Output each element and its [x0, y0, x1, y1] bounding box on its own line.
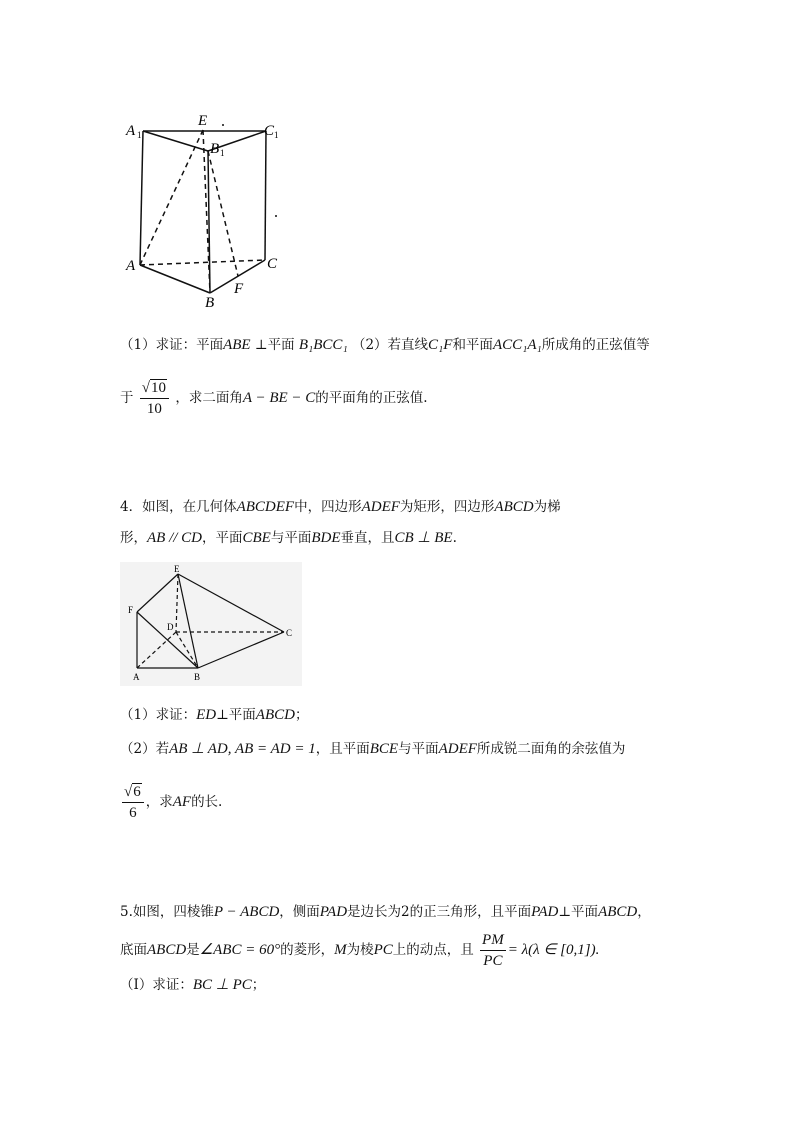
text: 于	[120, 390, 134, 406]
math: CB ⊥ BE	[394, 530, 453, 546]
label-A1: A	[126, 123, 136, 139]
text: 为矩形，四边形	[399, 499, 495, 515]
text: ，且平面	[315, 741, 370, 757]
text: ，求	[145, 794, 173, 810]
math: PC	[373, 942, 393, 958]
text: ，	[637, 904, 651, 920]
math: ⊥	[254, 337, 268, 353]
math: PAD	[319, 904, 348, 920]
math: ABE	[223, 337, 251, 353]
math: ADEF	[438, 741, 477, 757]
math: M	[334, 942, 347, 958]
fig2-label-F: F	[128, 605, 134, 615]
math: A − BE − C	[242, 390, 316, 406]
label-F: F	[234, 281, 244, 297]
problem5-line1	[120, 903, 651, 921]
text: ；	[251, 977, 266, 993]
math: BDE	[311, 530, 341, 546]
label-A1-sub: 1	[137, 130, 142, 140]
label-E: E	[198, 113, 208, 129]
label-C1: C	[264, 123, 275, 139]
text: 垂直，且	[340, 530, 395, 546]
math: ABCD	[494, 499, 534, 515]
text: 5.如图，四棱锥	[120, 904, 214, 920]
fig2-label-B: B	[194, 672, 201, 682]
math: ACC₁A₁	[492, 337, 542, 353]
text: 形，	[120, 530, 147, 546]
fraction-sqrt6-over-6: $\frac{√6}{6}$	[122, 782, 144, 823]
math: P − ABCD	[213, 904, 280, 920]
polyhedron-figure	[120, 562, 302, 686]
text: ；	[294, 707, 309, 723]
text: 所成角的正弦值等	[541, 337, 650, 353]
text: 上的动点，且	[392, 942, 474, 958]
math: ADEF	[361, 499, 400, 515]
text: （1）求证：	[120, 707, 197, 723]
label-C1-sub: 1	[274, 130, 279, 140]
fig2-label-E: E	[174, 564, 180, 574]
label-B: B	[205, 295, 215, 311]
fraction-sqrt10-over-10: $\frac{√10}{10}$	[140, 378, 169, 419]
math: ∠ABC = 60°	[199, 942, 281, 958]
math: ABCD	[255, 707, 295, 723]
text: 的正三角形，且平面	[409, 904, 532, 920]
text: （Ⅰ）求证：	[120, 977, 193, 993]
text: 底面	[120, 942, 147, 958]
math: BC ⊥ PC	[192, 977, 252, 993]
math: PAD	[531, 904, 559, 920]
math: AB ⊥ AD, AB = AD = 1	[169, 741, 316, 757]
fraction-PM-over-PC: $\frac{PM}{PC}$	[482, 932, 504, 969]
fig2-label-D: D	[167, 622, 174, 632]
text: 的菱形，	[280, 942, 335, 958]
math: AB // CD	[147, 530, 202, 546]
text: 与平面	[398, 741, 439, 757]
text: 平面	[267, 337, 295, 353]
text: 是	[186, 942, 200, 958]
problem4-q2-line2	[120, 782, 222, 823]
text: 2	[401, 904, 410, 920]
math: ABCD	[147, 942, 187, 958]
text: 为梯	[533, 499, 561, 515]
problem4-q2	[120, 740, 625, 758]
text: 所成锐二面角的余弦值为	[476, 741, 626, 757]
problem3-line1	[120, 336, 650, 354]
math: B₁BCC₁	[298, 337, 348, 353]
text: 中，四边形	[294, 499, 362, 515]
problem5-q1	[120, 976, 265, 994]
problem4-line1	[120, 498, 561, 516]
math: ABCDEF	[236, 499, 295, 515]
problem3-line2	[120, 378, 428, 419]
math: C₁F	[428, 337, 453, 353]
text: 的长.	[191, 794, 223, 810]
text: 和平面	[452, 337, 493, 353]
text: ⊥平面	[558, 904, 599, 920]
fig2-label-C: C	[286, 628, 293, 638]
text: 的平面角的正弦值.	[315, 390, 428, 406]
fig2-label-A: A	[133, 672, 140, 682]
text: ，侧面	[279, 904, 320, 920]
problem4-line2	[120, 529, 457, 547]
text: ，求二面角	[175, 390, 243, 406]
math: CBE	[242, 530, 271, 546]
problem4-q1	[120, 706, 308, 724]
problem5-line2	[120, 930, 599, 971]
math: = λ(λ ∈ [0,1]).	[507, 942, 600, 958]
label-B1: B	[210, 141, 220, 157]
label-A: A	[126, 258, 136, 274]
text: ⊥平面	[216, 707, 256, 723]
math: BCE	[369, 741, 399, 757]
text: 与平面	[270, 530, 312, 546]
text: （2）若	[120, 741, 170, 757]
label-C: C	[267, 256, 278, 272]
math: ED	[196, 707, 217, 723]
text: ，平面	[202, 530, 243, 546]
text: （1）求证：平面	[120, 337, 224, 353]
math: ABCD	[598, 904, 638, 920]
math: AF	[172, 794, 192, 810]
prism-figure	[120, 108, 290, 313]
text: 是边长为	[347, 904, 402, 920]
text: 为棱	[346, 942, 374, 958]
text: 4．如图，在几何体	[120, 499, 237, 515]
label-B1-sub: 1	[220, 148, 225, 158]
text: .	[452, 530, 457, 546]
text: （2）若直线	[351, 337, 429, 353]
